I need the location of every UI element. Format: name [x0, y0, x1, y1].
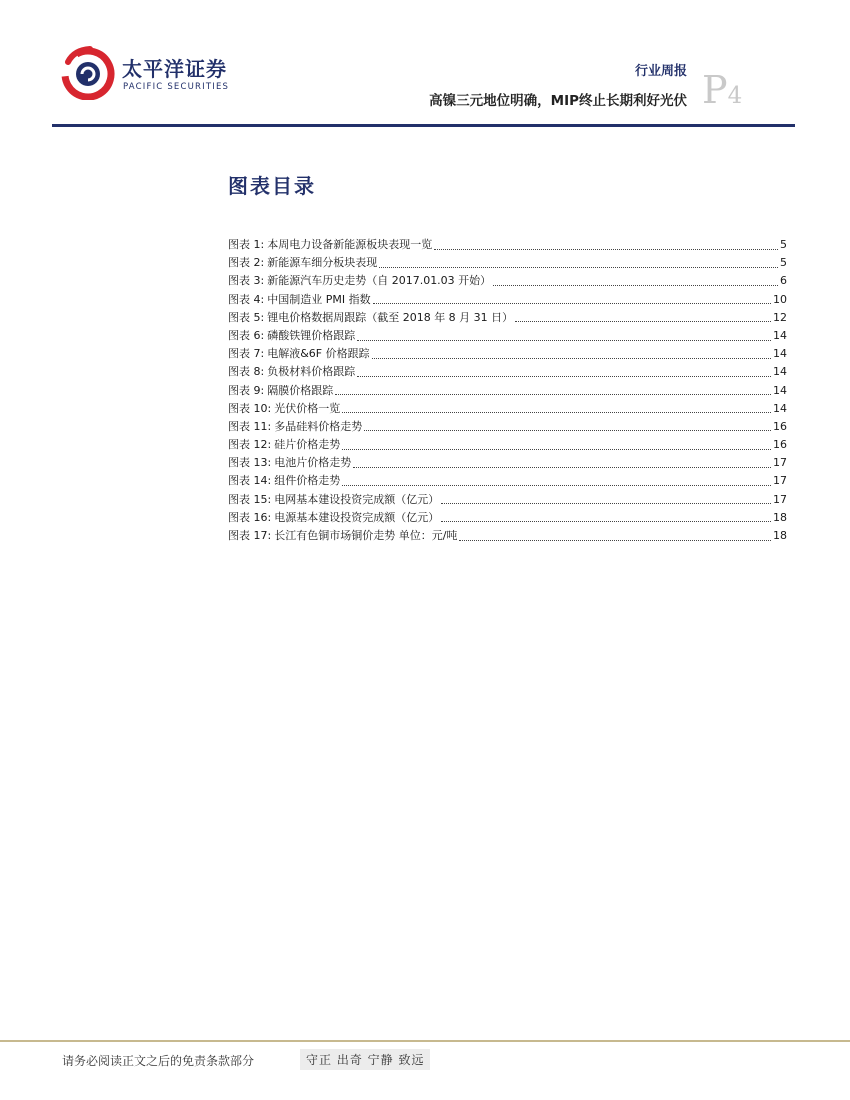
toc-entry-label: 图表 7:	[228, 347, 265, 361]
logo-name-en: PACIFIC SECURITIES	[123, 82, 230, 92]
toc-entry[interactable]	[228, 400, 787, 418]
toc-entry-label: 图表 4:	[228, 292, 265, 306]
toc-dot-leader	[379, 267, 778, 268]
toc-entry-page: 12	[773, 310, 787, 324]
toc-entry-label: 图表 17:	[228, 529, 272, 542]
toc-entry-title: 电源基本建设投资完成额（亿元）	[274, 510, 440, 524]
page-prefix: P	[702, 68, 728, 112]
toc-entry-title: 电池片价格走势	[274, 456, 352, 470]
toc-dot-leader	[434, 249, 778, 250]
toc-entry-page: 14	[773, 328, 787, 342]
toc-entry[interactable]	[228, 345, 787, 363]
toc-entry-title: 新能源汽车历史走势（自 2017.01.03 开始）	[267, 274, 492, 288]
toc-entry-title: 光伏价格一览	[274, 401, 341, 415]
logo-name-cn: 太平洋证券	[122, 57, 227, 81]
report-type-label: 行业周报	[634, 64, 687, 79]
toc-entry[interactable]	[228, 382, 787, 400]
toc-entry-label: 图表 9:	[228, 383, 265, 397]
toc-entry-page: 18	[773, 529, 787, 542]
toc-entry[interactable]	[228, 527, 787, 545]
toc-entry-label: 图表 15:	[228, 492, 272, 506]
toc-dot-leader	[441, 521, 771, 522]
toc-dot-leader	[335, 394, 771, 395]
toc-dot-leader	[515, 321, 771, 322]
toc-entry-label: 图表 5:	[228, 310, 265, 324]
toc-dot-leader	[357, 376, 771, 377]
toc-dot-leader	[357, 340, 771, 341]
toc-entry-page: 18	[773, 510, 787, 524]
toc-entry-page: 10	[773, 292, 787, 306]
toc-entry[interactable]	[228, 418, 787, 436]
toc-entry[interactable]	[228, 291, 787, 309]
toc-entry-title: 本周电力设备新能源板块表现一览	[267, 238, 433, 251]
toc-list	[228, 236, 787, 545]
pacific-securities-logo-icon	[60, 44, 116, 100]
toc-entry-page: 5	[780, 256, 787, 270]
toc-dot-leader	[493, 285, 778, 286]
toc-entry[interactable]	[228, 491, 787, 509]
toc-entry[interactable]	[228, 254, 787, 272]
toc-entry-page: 17	[773, 456, 787, 470]
toc-entry-label: 图表 11:	[228, 419, 272, 433]
footer-disclaimer: 请务必阅读正文之后的免责条款部分	[62, 1054, 255, 1068]
toc-dot-leader	[342, 449, 771, 450]
toc-dot-leader	[364, 430, 771, 431]
toc-dot-leader	[373, 303, 771, 304]
toc-entry-label: 图表 13:	[228, 456, 272, 470]
toc-entry-title: 电解液&6F 价格跟踪	[267, 347, 370, 361]
toc-entry[interactable]	[228, 363, 787, 381]
footer-slogan: 守正 出奇 宁静 致远	[300, 1049, 430, 1070]
toc-entry-title: 长江有色铜市场铜价走势 单位：元/吨	[274, 529, 458, 542]
toc-entry-label: 图表 10:	[228, 401, 272, 415]
toc-entry-title: 组件价格走势	[274, 474, 341, 488]
toc-dot-leader	[353, 467, 771, 468]
toc-entry-page: 16	[773, 419, 787, 433]
toc-entry[interactable]	[228, 236, 787, 254]
toc-entry-page: 14	[773, 401, 787, 415]
toc-entry-label: 图表 1:	[228, 238, 265, 251]
toc-entry-label: 图表 6:	[228, 328, 265, 342]
header-rule	[52, 124, 795, 127]
toc-entry[interactable]	[228, 272, 787, 290]
toc-entry[interactable]	[228, 454, 787, 472]
toc-entry-label: 图表 3:	[228, 274, 265, 288]
page-number-value: 4	[727, 83, 743, 109]
toc-entry-label: 图表 2:	[228, 256, 265, 270]
toc-entry-label: 图表 14:	[228, 474, 272, 488]
toc-entry[interactable]	[228, 436, 787, 454]
toc-dot-leader	[342, 412, 771, 413]
toc-dot-leader	[342, 485, 771, 486]
toc-entry-title: 多晶硅料价格走势	[274, 419, 363, 433]
toc-entry-label: 图表 12:	[228, 438, 272, 452]
toc-entry[interactable]	[228, 327, 787, 345]
toc-entry-label: 图表 16:	[228, 510, 272, 524]
toc-dot-leader	[459, 540, 771, 541]
toc-entry-label: 图表 8:	[228, 365, 265, 379]
toc-entry-title: 硅片价格走势	[274, 438, 341, 452]
toc-dot-leader	[441, 503, 771, 504]
page-number	[702, 70, 742, 116]
toc-entry-page: 16	[773, 438, 787, 452]
toc-entry-title: 电网基本建设投资完成额（亿元）	[274, 492, 440, 506]
toc-entry-page: 14	[773, 365, 787, 379]
toc-entry-title: 锂电价格数据周跟踪（截至 2018 年 8 月 31 日）	[267, 310, 514, 324]
toc-entry-title: 新能源车细分板块表现	[267, 256, 378, 270]
toc-entry-page: 14	[773, 383, 787, 397]
toc-entry-page: 6	[780, 274, 787, 288]
toc-entry-page: 5	[780, 238, 787, 251]
toc-dot-leader	[372, 358, 771, 359]
company-logo	[60, 44, 240, 104]
toc-entry-title: 中国制造业 PMI 指数	[267, 292, 371, 306]
toc-entry[interactable]	[228, 472, 787, 490]
toc-entry-title: 隔膜价格跟踪	[267, 383, 334, 397]
toc-heading: 图表目录	[228, 174, 316, 198]
toc-entry-title: 负极材料价格跟踪	[267, 365, 356, 379]
toc-entry-page: 17	[773, 492, 787, 506]
toc-entry-title: 磷酸铁锂价格跟踪	[267, 328, 356, 342]
toc-entry[interactable]	[228, 309, 787, 327]
toc-entry[interactable]	[228, 509, 787, 527]
report-title: 高镍三元地位明确，MIP终止长期利好光伏	[429, 93, 687, 109]
toc-entry-page: 17	[773, 474, 787, 488]
toc-entry-page: 14	[773, 347, 787, 361]
footer-rule	[0, 1040, 850, 1042]
